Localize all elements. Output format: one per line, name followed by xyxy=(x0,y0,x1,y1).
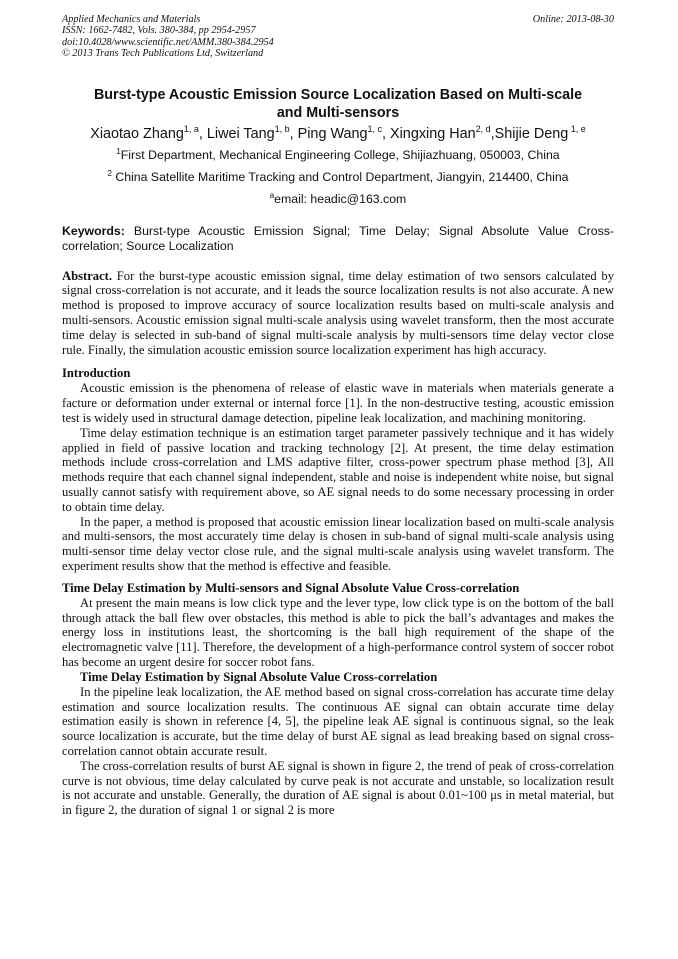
keywords xyxy=(62,224,614,255)
author xyxy=(90,123,207,142)
paragraph: In the pipeline leak localization, the AE method based on signal cross-correlation has accurate time delay estimation and source localization results. The continuous AE signal can obtain accurate time delay estimation easily is shown in reference [4, 5], the pipeline leak AE signal is continuous signal, so the leak source localization is accurate, but the time delay of burst AE signal as lead breaking based on signal cross-correlation cannot obtain accurate result. xyxy=(62,684,614,758)
author-affil-mark: 1, c xyxy=(367,123,383,134)
abstract-label: Abstract. xyxy=(62,268,113,283)
email-mark: a xyxy=(269,190,275,200)
keywords-text: Burst-type Acoustic Emission Signal; Time Delay; Signal Absolute Value Cross-correlation; Source Localization xyxy=(62,223,614,254)
author-separator: , xyxy=(198,125,207,142)
author xyxy=(297,123,391,142)
author-list xyxy=(62,124,614,144)
author-separator: , xyxy=(382,125,391,142)
author xyxy=(390,123,495,142)
journal-header xyxy=(62,14,614,60)
author-name: Xingxing Han xyxy=(390,125,476,142)
affiliation-mark: 2 xyxy=(107,168,112,178)
copyright-line: © 2013 Trans Tech Publications Ltd, Switzerland xyxy=(62,48,264,60)
author xyxy=(494,123,586,142)
keywords-label: Keywords: xyxy=(62,223,125,238)
email-text: email: headic@163.com xyxy=(274,191,407,206)
paragraph: At present the main means is low click type and the lever type, low click type is on the bottom of the ball through attack the ball flew over obstacles, this method is able to pick the ball’s advantages and makes the energy loss in institutions least, the shortcoming is the ball high requirement of the shape of the electromagnetic valve [11]. Therefore, the development of a high-performance control system of soccer robot has become an urgent desire for soccer robot fans. xyxy=(62,595,614,669)
affiliations xyxy=(62,144,614,210)
introduction-body xyxy=(62,381,614,573)
paragraph: Acoustic emission is the phenomena of release of elastic wave in materials when materials generate a facture or deformation under external or internal force [1]. In the non-destructive testing, acoustic emission test is widely used in structural damage detection, pipeline leak localization, and machining monitoring. xyxy=(62,381,614,425)
abstract xyxy=(62,269,614,358)
online-date: Online: 2013-08-30 xyxy=(532,14,614,25)
author-name: Ping Wang xyxy=(297,125,368,142)
subsection-heading: Time Delay Estimation by Signal Absolute Value Cross-correlation xyxy=(80,669,438,684)
abstract-text: For the burst-type acoustic emission signal, time delay estimation of two sensors calculated by signal cross-correlation is not accurate, and it leads the source localization results is not also accurate. A new method is proposed to improve accuracy of source localization results based on multi-scale analysis and multi-sensors. Acoustic emission signal multi-scale analysis using wavelet transform, then the most accurate time delay is selected in sub-band of signal multi-scale analysis by multi-sensors time delay vector close rule. Finally, the simulation acoustic emission source localization experiment has high accuracy. xyxy=(62,268,614,357)
author-name: Liwei Tang xyxy=(206,125,275,142)
author-name: Xiaotao Zhang xyxy=(90,125,184,142)
author-affil-mark: 1, a xyxy=(183,123,199,134)
paper-title xyxy=(62,86,614,122)
issn-line: ISSN: 1662-7482, Vols. 380-384, pp 2954-2957 xyxy=(62,25,256,37)
title-line-1: Burst-type Acoustic Emission Source Localization Based on Multi-scale xyxy=(93,86,583,103)
author xyxy=(206,123,298,142)
author-separator: , xyxy=(289,125,298,142)
section-body xyxy=(62,596,614,670)
paragraph: Time delay estimation technique is an estimation target parameter passively technique and it has widely applied in field of passive location and tracking technology [2]. At present, the time delay estimation methods include cross-correlation and LMS adaptive filter, cross-power spectrum phase method [3], All methods require that each channel signal independent, stable and noise is independent white noise, but signal usually cannot satisfy with requirement above, so AE signal needs to do some necessary processing in order to obtain time delay. xyxy=(62,425,614,514)
email-line xyxy=(62,188,614,210)
affiliation-mark: 1 xyxy=(116,146,121,156)
affiliation-text: First Department, Mechanical Engineering College, Shijiazhuang, 050003, China xyxy=(120,147,560,162)
affiliation xyxy=(62,166,614,188)
section-heading-introduction: Introduction xyxy=(62,366,131,381)
author-affil-mark: 2, d xyxy=(475,123,491,134)
affiliation-text: China Satellite Maritime Tracking and Control Department, Jiangyin, 214400, China xyxy=(111,169,569,184)
title-line-2: and Multi-sensors xyxy=(276,104,400,121)
journal-name: Applied Mechanics and Materials xyxy=(62,14,201,25)
section-heading-time-delay: Time Delay Estimation by Multi-sensors and Signal Absolute Value Cross-correlation xyxy=(62,580,520,595)
paragraph: In the paper, a method is proposed that acoustic emission linear localization based on multi-scale analysis and multi-sensors, the most accurately time delay is chosen in sub-band of signal multi-scale analysis using multi-sensor time delay vector close rule, and the signal multi-scale analysis using wavelet transform. The experiment results show that the method is effective and feasible. xyxy=(62,514,614,573)
author-affil-mark: 1, b xyxy=(274,123,290,134)
doi-line: doi:10.4028/www.scientific.net/AMM.380-384.2954 xyxy=(62,36,274,48)
author-affil-mark: 1, e xyxy=(568,123,586,134)
author-name: Shijie Deng xyxy=(494,125,569,142)
author-separator: , xyxy=(490,125,495,142)
paragraph: The cross-correlation results of burst AE signal is shown in figure 2, the trend of peak of cross-correlation curve is not obvious, time delay calculated by curve peak is not accurate and unstable, so localization result is not accurate and unstable. Generally, the duration of AE signal is about 0.01~100 μs in metal material, but in figure 2, the duration of signal 1 or signal 2 is more xyxy=(62,758,614,818)
subsection-body xyxy=(62,685,614,818)
paper-page xyxy=(62,14,614,818)
affiliation xyxy=(62,144,614,166)
